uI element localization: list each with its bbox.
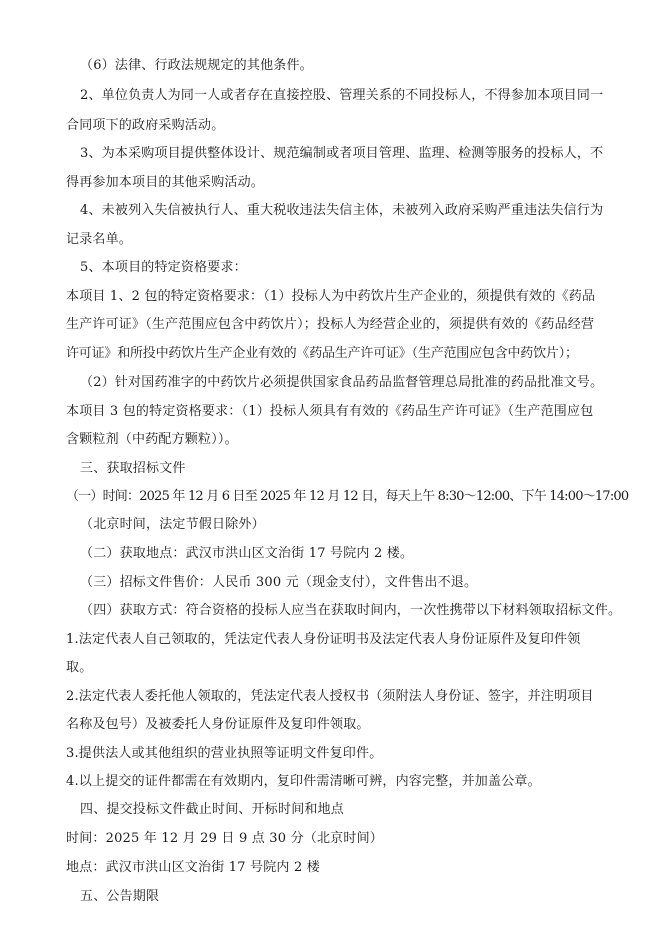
acquire-time: （一）时间：2025 年 12 月 6 日至 2025 年 12 月 12 日，每天上午 8:30～12:00、下午 14:00～17:00 bbox=[66, 489, 629, 504]
package-3-requirement: 本项目 3 包的特定资格要求：（1）投标人须具有有效的《药品生产许可证》（生产范围应包 bbox=[66, 404, 594, 419]
document-price: （三）招标文件售价：人民币 300 元（现金支付），文件售出不退。 bbox=[80, 575, 478, 590]
method-item-1-cont: 取。 bbox=[66, 660, 93, 675]
package-1-2-requirement: 本项目 1、2 包的特定资格要求：（1）投标人为中药饮片生产企业的，须提供有效的《药品 bbox=[66, 289, 596, 304]
section-3-heading: 三、获取招标文件 bbox=[80, 461, 186, 476]
package-3-requirement-cont: 含颗粒剂（中药配方颗粒））。 bbox=[66, 432, 238, 447]
deadline-time: 时间：2025 年 12 月 29 日 9 点 30 分（北京时间） bbox=[66, 831, 383, 846]
package-1-2-requirement-cont-1: 生产许可证》（生产范围应包含中药饮片）；投标人为经营企业的，须提供有效的《药品经营 bbox=[66, 317, 595, 332]
clause-3-text: 3、为本采购项目提供整体设计、规范编制或者项目管理、监理、检测等服务的投标人，不 bbox=[80, 146, 604, 161]
clause-3-text-cont: 得再参加本项目的其他采购活动。 bbox=[66, 175, 265, 190]
acquire-method: （四）获取方式：符合资格的投标人应当在获取时间内，一次性携带以下材料领取招标文件。 bbox=[80, 603, 622, 618]
method-item-1: 1.法定代表人自己领取的，凭法定代表人身份证明书及法定代表人身份证原件及复印件领 bbox=[66, 632, 581, 647]
clause-2-text-cont: 合同项下的政府采购活动。 bbox=[66, 118, 225, 133]
method-item-2: 2.法定代表人委托他人领取的，凭法定代表人授权书（须附法人身份证、签字，并注明项目 bbox=[66, 689, 594, 704]
method-item-4: 4.以上提交的证件都需在有效期内，复印件需清晰可辨，内容完整，并加盖公章。 bbox=[66, 774, 541, 789]
method-item-2-cont: 名称及包号）及被委托人身份证原件及复印件领取。 bbox=[66, 717, 370, 732]
acquire-location: （二）获取地点：武汉市洪山区文治街 17 号院内 2 楼。 bbox=[80, 546, 414, 561]
section-4-heading: 四、提交投标文件截止时间、开标时间和地点 bbox=[80, 802, 345, 817]
method-item-3: 3.提供法人或其他组织的营业执照等证明文件复印件。 bbox=[66, 746, 383, 761]
condition-6-text: （6）法律、行政法规规定的其他条件。 bbox=[80, 58, 313, 73]
clause-5-heading: 5、本项目的特定资格要求： bbox=[80, 260, 247, 275]
deadline-location: 地点：武汉市洪山区文治街 17 号院内 2 楼 bbox=[66, 860, 320, 875]
section-5-heading: 五、公告期限 bbox=[80, 889, 160, 904]
clause-4-text-cont: 记录名单。 bbox=[66, 232, 133, 247]
clause-4-text: 4、未被列入失信被执行人、重大税收违法失信主体，未被列入政府采购严重违法失信行为 bbox=[80, 203, 604, 218]
package-1-2-requirement-cont-2: 许可证》和所投中药饮片生产企业有效的《药品生产许可证》（生产范围应包含中药饮片）； bbox=[66, 346, 578, 361]
acquire-time-note: （北京时间，法定节假日除外） bbox=[80, 517, 265, 532]
package-1-2-requirement-2: （2）针对国药准字的中药饮片必须提供国家食品药品监督管理总局批准的药品批准文号。 bbox=[80, 375, 604, 390]
clause-2-text: 2、单位负责人为同一人或者存在直接控股、管理关系的不同投标人，不得参加本项目同一 bbox=[80, 88, 604, 103]
